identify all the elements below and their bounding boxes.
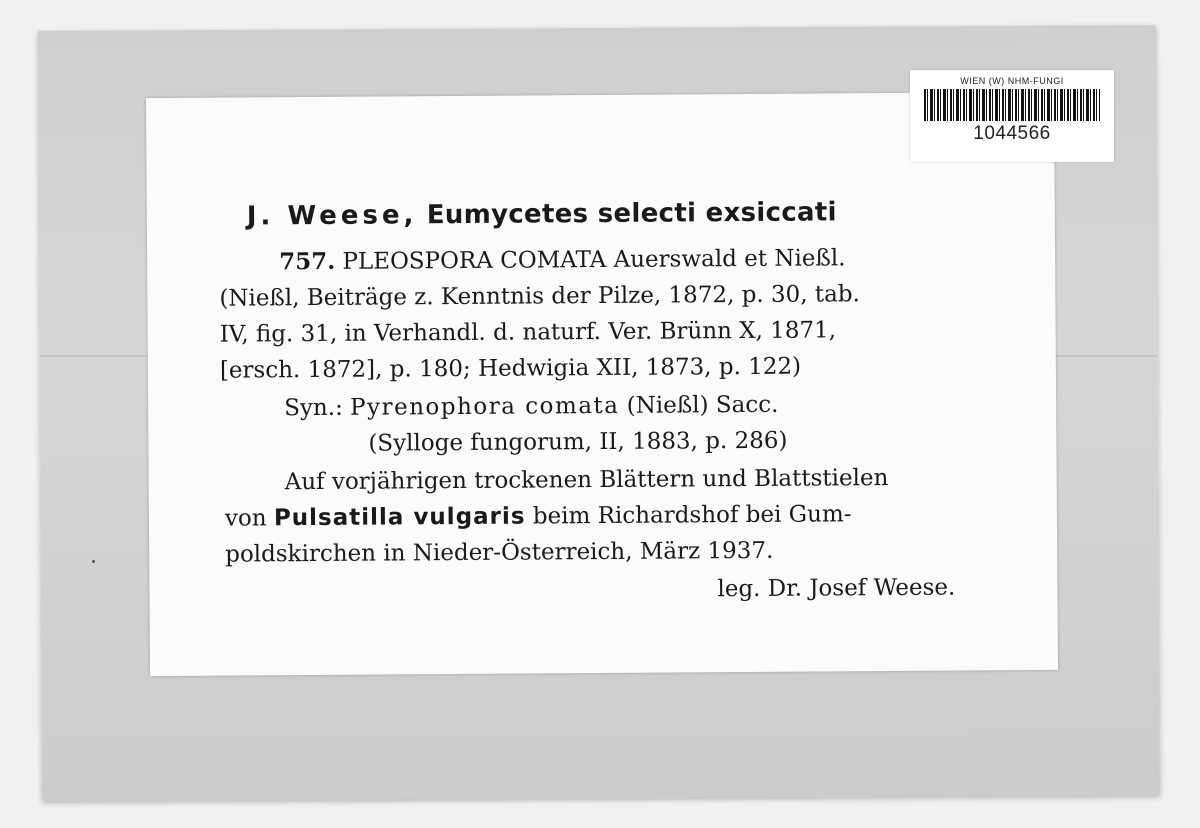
label-heading [247,197,837,231]
paper-speck [92,560,95,563]
habitat-suffix: beim Richardshof bei Gum- [532,501,852,530]
synonym-line [284,390,778,423]
synonym-author: (Nießl) Sacc. [626,391,779,419]
synonym-prefix: Syn.: [284,394,343,422]
reference-line-2: IV, fig. 31, in Verhandl. d. naturf. Ver. Brünn X, 1871, [219,317,837,348]
barcode-number: 1044566 [973,123,1051,144]
specimen-label [146,92,1058,676]
barcode-institution: WIEN (W) NHM-FUNGI [960,76,1064,86]
barcode-icon [924,89,1100,121]
heading-collector: J. Weese, [246,200,418,232]
species-line [279,243,846,277]
heading-series: Eumycetes selecti exsiccati [426,197,837,231]
reference-line-1: (Nießl, Beiträge z. Kenntnis der Pilze, 1872, p. 30, tab. [219,281,860,312]
synonym-reference: (Sylloge fungorum, II, 1883, p. 286) [368,427,788,457]
exsiccata-number: 757. [279,247,336,276]
reference-line-3: [ersch. 1872], p. 180; Hedwigia XII, 1873, p. 122) [219,353,802,384]
host-name: Pulsatilla vulgaris [273,503,526,532]
habitat-line-1: Auf vorjährigen trockenen Blättern und Blattstielen [284,465,889,496]
species-authors: Auerswald et Nießl. [613,245,846,273]
habitat-line-3: poldskirchen in Nieder-Österreich, März 1937. [225,537,774,568]
habitat-prefix: von [224,505,267,532]
collector-line: leg. Dr. Josef Weese. [717,574,956,603]
barcode-label [910,70,1114,162]
habitat-line-2 [225,499,852,533]
species-name: PLEOSPORA COMATA [342,246,607,275]
synonym-name: Pyrenophora comata [350,392,620,421]
